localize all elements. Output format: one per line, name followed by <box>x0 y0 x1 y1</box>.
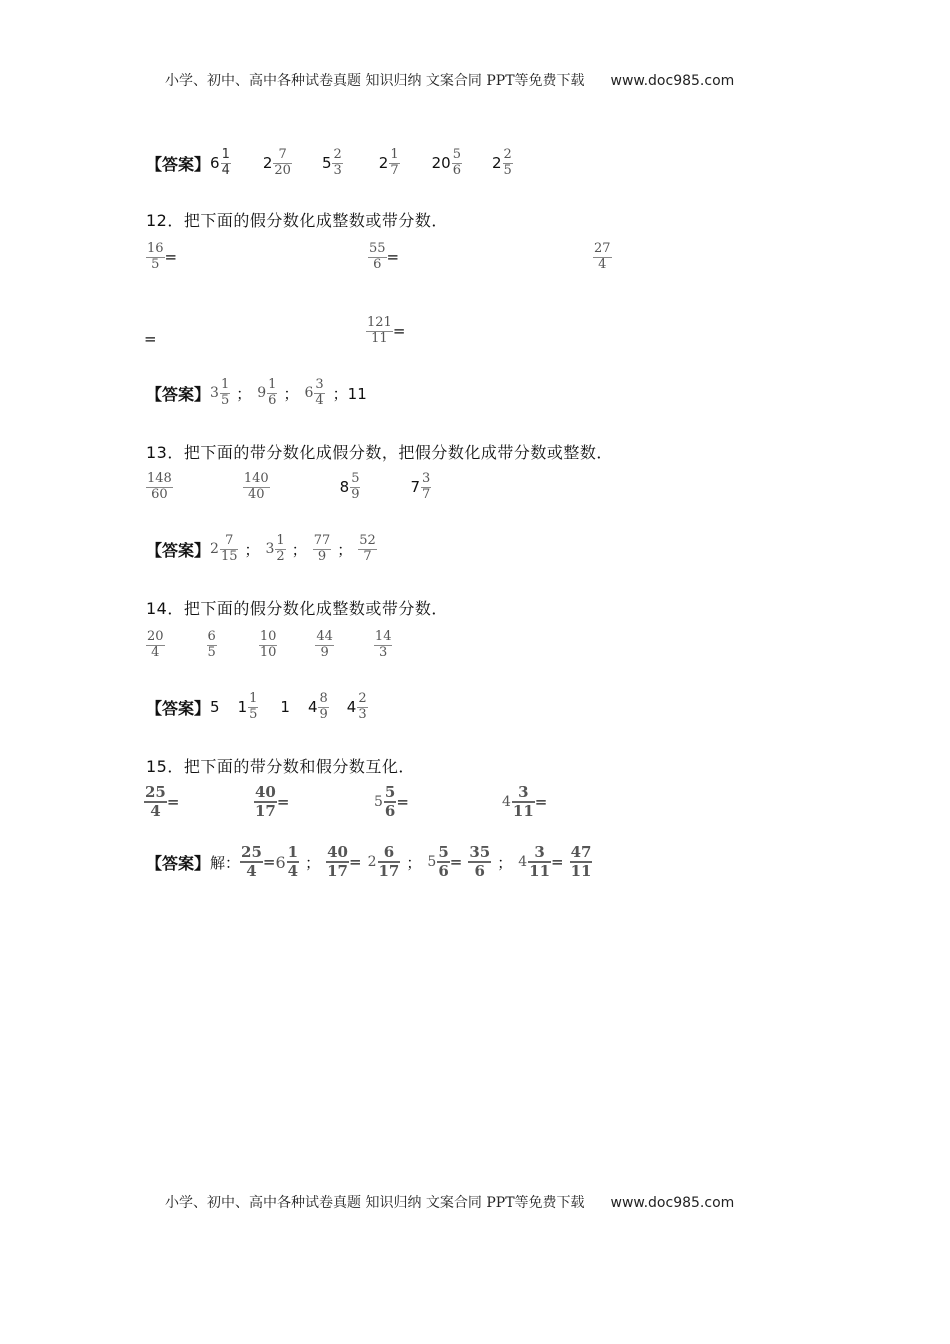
fraction <box>468 844 491 881</box>
fraction <box>313 534 332 565</box>
mixed-number <box>275 844 299 881</box>
denominator: 9 <box>317 548 327 564</box>
mixed-number <box>518 844 551 881</box>
fraction <box>248 692 258 723</box>
denominator: 40 <box>247 486 265 502</box>
question-15-title: 15．把下面的带分数和假分数互化． <box>146 757 415 776</box>
fraction <box>318 692 328 723</box>
mixed-number <box>379 148 400 179</box>
whole-part: 6 <box>210 154 220 173</box>
fraction <box>220 534 239 565</box>
separator: ； <box>305 853 321 872</box>
answer-label: 【答案】 <box>146 384 211 404</box>
equals-sign: = <box>534 793 548 812</box>
fraction <box>366 316 393 347</box>
whole-part: 5 <box>374 794 383 811</box>
denominator: 5 <box>249 706 258 722</box>
numerator: 44 <box>316 629 333 644</box>
answer-value: 5 <box>210 698 220 717</box>
fraction <box>240 844 263 881</box>
fraction <box>503 148 513 179</box>
mixed-number <box>308 692 329 723</box>
q12-item-3 <box>593 242 612 273</box>
numerator: 1 <box>249 691 258 706</box>
denominator: 3 <box>333 162 342 178</box>
answer-label: 【答案】 <box>146 698 211 718</box>
denominator: 5 <box>151 256 160 272</box>
whole-part: 5 <box>321 154 332 173</box>
whole-part: 6 <box>304 385 314 402</box>
numerator: 7 <box>220 534 239 550</box>
numerator: 52 <box>359 533 376 548</box>
denominator: 17 <box>255 802 276 821</box>
numerator: 140 <box>243 471 269 486</box>
denominator: 17 <box>378 862 400 881</box>
numerator: 1 <box>221 147 230 162</box>
footer-url[interactable]: www.doc985.com <box>610 1195 735 1211</box>
denominator: 6 <box>452 162 461 178</box>
q15-item-3 <box>374 784 409 821</box>
mixed-number <box>210 148 231 179</box>
mixed-number <box>263 148 292 179</box>
denominator: 11 <box>570 862 592 881</box>
answer-label: 【答案】 <box>146 154 211 174</box>
numerator: 35 <box>468 844 491 863</box>
fraction <box>220 378 230 409</box>
fraction <box>437 844 449 881</box>
fraction <box>528 844 551 881</box>
numerator: 10 <box>259 629 277 644</box>
fraction <box>267 378 277 409</box>
numerator: 40 <box>326 844 349 863</box>
fraction <box>593 242 612 273</box>
numerator: 25 <box>144 784 167 803</box>
header-url[interactable]: www.doc985.com <box>610 73 735 89</box>
denominator: 11 <box>512 802 534 821</box>
q15-item-4 <box>502 784 547 821</box>
fraction <box>287 844 299 881</box>
mixed-number <box>304 378 324 409</box>
numerator: 1 <box>268 377 277 392</box>
fraction <box>146 242 165 273</box>
whole-part: 2 <box>367 854 377 871</box>
numerator: 3 <box>315 377 324 392</box>
mixed-number <box>238 692 259 723</box>
denominator: 3 <box>358 706 367 722</box>
numerator: 40 <box>254 784 277 803</box>
footer-text: 小学、初中、高中各种试卷真题 知识归纳 文案合同 PPT等免费下载 <box>165 1195 585 1211</box>
separator: ； <box>283 384 299 403</box>
whole-part: 20 <box>431 154 451 173</box>
numerator: 2 <box>358 691 367 706</box>
separator: ； <box>244 540 260 559</box>
q13-items <box>146 472 431 503</box>
fraction <box>374 630 393 661</box>
fraction <box>570 844 593 881</box>
mixed-number <box>374 784 396 821</box>
mixed-number <box>210 534 238 565</box>
separator: ； <box>291 540 307 559</box>
numerator: 8 <box>319 691 328 706</box>
fraction <box>512 784 535 821</box>
separator: ； <box>406 853 422 872</box>
denominator: 5 <box>220 392 230 408</box>
fraction <box>384 784 396 821</box>
fraction <box>378 844 401 881</box>
whole-part: 7 <box>410 478 421 497</box>
denominator: 10 <box>259 644 277 660</box>
fraction <box>259 630 278 661</box>
answer-value: ；11 <box>332 384 367 403</box>
numerator: 16 <box>147 241 164 256</box>
q14-answer <box>146 692 368 723</box>
numerator: 5 <box>351 471 360 486</box>
denominator: 4 <box>221 162 230 178</box>
answer-value: 1 <box>280 698 290 717</box>
numerator: 2 <box>503 147 512 162</box>
fraction <box>389 148 399 179</box>
fraction <box>146 630 165 661</box>
denominator: 4 <box>287 862 299 881</box>
denominator: 6 <box>373 256 382 272</box>
mixed-number <box>266 534 286 565</box>
answer-label: 【答案】 <box>146 540 211 560</box>
equals-sign: = <box>551 853 564 872</box>
equals-sign: = <box>349 853 362 872</box>
denominator: 7 <box>422 486 431 502</box>
q13-answer <box>146 534 377 565</box>
whole-part: 4 <box>518 854 528 871</box>
numerator: 121 <box>367 315 392 330</box>
fraction <box>207 630 217 661</box>
mixed-number <box>427 844 449 881</box>
denominator: 17 <box>327 862 348 881</box>
mixed-number <box>410 472 431 503</box>
denominator: 3 <box>379 644 388 660</box>
numerator: 3 <box>512 784 535 803</box>
whole-part: 9 <box>257 385 267 402</box>
whole-part: 2 <box>378 154 389 173</box>
header-text: 小学、初中、高中各种试卷真题 知识归纳 文案合同 PPT等免费下载 <box>165 73 585 89</box>
numerator: 5 <box>437 844 449 863</box>
equals-sign: = <box>449 853 463 872</box>
numerator: 1 <box>287 844 299 863</box>
numerator: 6 <box>378 844 401 863</box>
denominator: 9 <box>351 486 360 502</box>
equals-sign: = <box>164 248 178 267</box>
fraction <box>254 784 277 821</box>
denominator: 9 <box>320 644 329 660</box>
whole-part: 3 <box>265 541 275 558</box>
denominator: 7 <box>363 548 372 564</box>
q12-item-4 <box>366 316 405 347</box>
numerator: 148 <box>147 471 172 486</box>
separator: ； <box>337 540 353 559</box>
fraction <box>243 472 270 503</box>
fraction <box>221 148 231 179</box>
page-header <box>165 70 734 90</box>
numerator: 1 <box>220 377 230 392</box>
equals-sign: = <box>392 322 406 341</box>
mixed-number <box>347 692 368 723</box>
numerator: 47 <box>570 844 593 863</box>
q12-answer <box>146 378 367 409</box>
answer-value: 解： <box>210 853 241 872</box>
denominator: 7 <box>390 162 399 178</box>
denominator: 20 <box>274 162 291 178</box>
answer-label: 【答案】 <box>146 853 211 873</box>
fraction <box>421 472 431 503</box>
fraction <box>326 844 349 881</box>
denominator: 2 <box>276 548 285 564</box>
equals-sign: = <box>396 793 409 812</box>
denominator: 11 <box>529 862 551 881</box>
whole-part: 5 <box>427 854 437 871</box>
separator: ； <box>236 384 252 403</box>
numerator: 27 <box>594 241 611 256</box>
numerator: 5 <box>452 147 461 162</box>
whole-part: 4 <box>307 698 318 717</box>
denominator: 4 <box>598 256 607 272</box>
q15-item-2 <box>254 784 289 821</box>
equals-sign: = <box>166 793 180 812</box>
whole-part: 2 <box>262 154 273 173</box>
question-14-title: 14．把下面的假分数化成整数或带分数． <box>146 599 448 618</box>
numerator: 6 <box>207 629 216 644</box>
whole-part: 4 <box>346 698 357 717</box>
whole-part: 6 <box>275 852 286 872</box>
whole-part: 2 <box>210 541 219 558</box>
denominator: 5 <box>207 644 216 660</box>
equals-sign: = <box>262 853 276 872</box>
denominator: 11 <box>371 330 388 346</box>
denominator: 15 <box>220 548 238 564</box>
fraction <box>146 472 173 503</box>
numerator: 3 <box>528 844 551 863</box>
numerator: 1 <box>276 533 285 548</box>
fraction <box>144 784 167 821</box>
fraction <box>357 692 367 723</box>
whole-part: 8 <box>339 478 350 497</box>
separator: ； <box>497 853 513 872</box>
whole-part: 4 <box>502 794 511 811</box>
mixed-number <box>257 378 277 409</box>
q12-item-1 <box>146 242 177 273</box>
q12-item-3-eq: = <box>144 330 157 348</box>
whole-part: 3 <box>210 385 219 402</box>
fraction <box>332 148 342 179</box>
mixed-number <box>322 148 343 179</box>
numerator: 2 <box>333 147 342 162</box>
numerator: 3 <box>422 471 431 486</box>
denominator: 6 <box>268 392 277 408</box>
q15-answer <box>146 844 592 881</box>
mixed-number <box>210 378 230 409</box>
q14-items <box>146 630 392 661</box>
denominator: 9 <box>319 706 328 722</box>
denominator: 4 <box>246 862 257 881</box>
denominator: 6 <box>474 862 485 881</box>
equals-sign: = <box>276 793 290 812</box>
numerator: 77 <box>313 533 331 548</box>
mixed-number <box>368 844 401 881</box>
mixed-number <box>432 148 462 179</box>
denominator: 4 <box>151 644 160 660</box>
fraction <box>452 148 462 179</box>
fraction <box>275 534 285 565</box>
numerator: 1 <box>390 147 399 162</box>
numerator: 25 <box>240 844 263 863</box>
equals-sign: = <box>386 248 400 267</box>
numerator: 14 <box>374 629 392 644</box>
whole-part: 2 <box>491 154 502 173</box>
fraction <box>315 630 334 661</box>
q12-item-2 <box>368 242 399 273</box>
mixed-number <box>492 148 513 179</box>
numerator: 20 <box>147 629 164 644</box>
denominator: 6 <box>384 802 396 821</box>
fraction <box>273 148 292 179</box>
page-footer <box>165 1192 734 1212</box>
fraction <box>314 378 324 409</box>
fraction <box>350 472 360 503</box>
numerator: 7 <box>273 148 292 164</box>
mixed-number <box>340 472 361 503</box>
mixed-number <box>502 784 535 821</box>
denominator: 5 <box>503 162 512 178</box>
numerator: 55 <box>369 241 386 256</box>
denominator: 4 <box>315 392 324 408</box>
denominator: 4 <box>150 802 161 821</box>
numerator: 5 <box>384 784 396 803</box>
question-12-title: 12．把下面的假分数化成整数或带分数． <box>146 211 448 230</box>
denominator: 6 <box>438 862 449 881</box>
fraction <box>368 242 387 273</box>
prev-answer <box>146 148 513 179</box>
whole-part: 1 <box>237 698 248 717</box>
denominator: 60 <box>151 486 168 502</box>
q15-item-1 <box>144 784 179 821</box>
fraction <box>358 534 377 565</box>
question-13-title: 13．把下面的带分数化成假分数，把假分数化成带分数或整数． <box>146 443 613 462</box>
